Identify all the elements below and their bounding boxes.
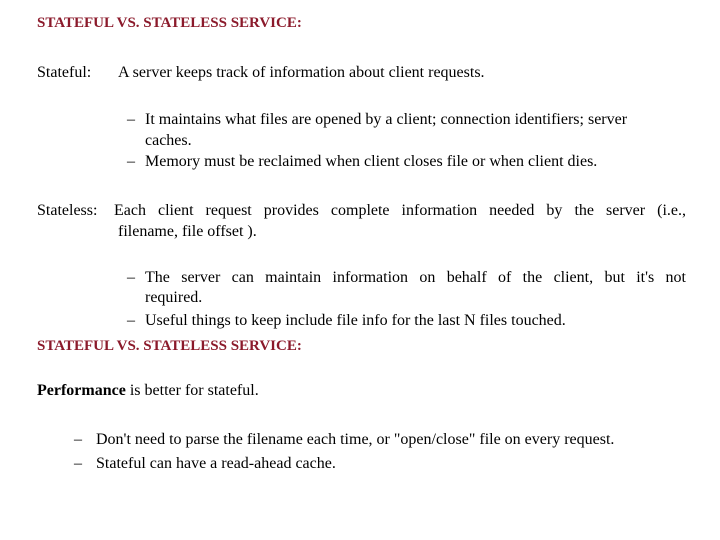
- stateless-term: Stateless:: [37, 202, 98, 219]
- stateless-definition-line-2: filename, file offset ).: [118, 223, 257, 240]
- performance-text: is better for stateful.: [129, 382, 259, 399]
- stateless-bullet-1-line-2: required.: [145, 289, 203, 306]
- performance-term: Performance: [37, 382, 126, 399]
- bullet-dash: –: [127, 153, 135, 170]
- stateful-definition-text: A server keeps track of information about client requests.: [118, 64, 485, 81]
- bullet-dash: –: [74, 431, 82, 448]
- bullet-dash: –: [127, 111, 135, 128]
- performance-bullet-1: Don't need to parse the filename each time, or "open/close" file on every request.: [96, 431, 615, 448]
- stateful-bullet-1-line-1: It maintains what files are opened by a client; connection identifiers; server: [145, 111, 628, 128]
- stateful-bullet-1-line-2: caches.: [145, 132, 192, 149]
- performance-bullet-2: Stateful can have a read-ahead cache.: [96, 455, 336, 472]
- performance-line: [37, 382, 259, 400]
- section-heading-2: STATEFUL VS. STATELESS SERVICE:: [37, 338, 302, 354]
- bullet-dash: –: [127, 312, 135, 329]
- section-heading-1: STATEFUL VS. STATELESS SERVICE:: [37, 15, 302, 31]
- stateful-bullet-2-line-1: Memory must be reclaimed when client closes file or when client dies.: [145, 153, 598, 170]
- stateful-definition: [37, 64, 91, 82]
- bullet-dash: –: [74, 455, 82, 472]
- stateless-bullet-1-line-1: The server can maintain information on behalf of the client, but it's not: [145, 269, 686, 286]
- stateless-bullet-2-line-1: Useful things to keep include file info for the last N files touched.: [145, 312, 566, 329]
- bullet-dash: –: [127, 269, 135, 286]
- stateless-definition-line-1: Each client request provides complete information needed by the server (i.e.,: [114, 202, 686, 219]
- stateful-term: Stateful:: [37, 64, 92, 81]
